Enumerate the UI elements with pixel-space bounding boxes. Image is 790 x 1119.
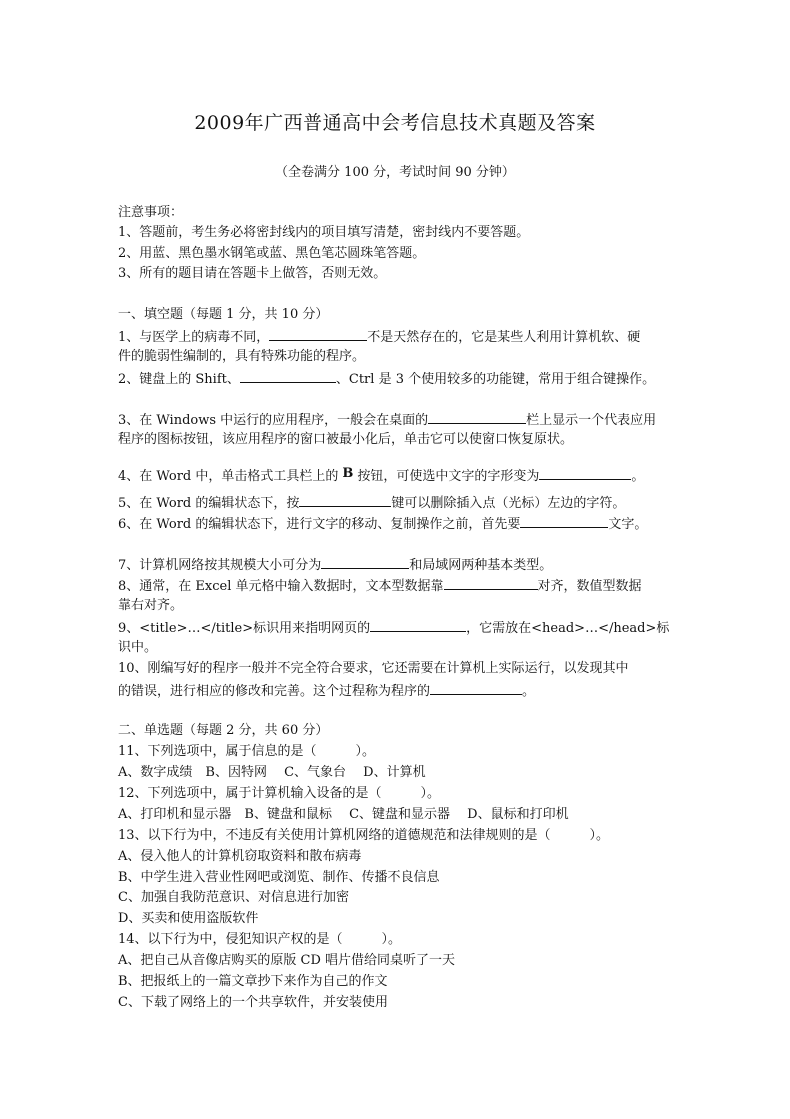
q2-blank[interactable] [240,369,336,383]
question-3 [118,410,656,430]
q3-blank[interactable] [428,410,526,424]
option-line: B、把报纸上的一篇文章抄下来作为自己的作文 [118,974,388,989]
question-8 [118,576,642,596]
q8-text: 8、通常，在 Excel 单元格中输入数据时，文本型数据靠 [118,579,444,594]
section2-heading: 二、单选题（每题 2 分，共 60 分） [118,723,329,738]
q9-text-cont: ，它需放在<head>…</head>标 [466,621,670,636]
question-2 [118,369,655,389]
q4-blank[interactable] [539,466,631,480]
q2-text: 2、键盘上的 Shift、 [118,372,240,387]
q1-blank[interactable] [269,327,367,341]
q9-continuation: 识中。 [118,640,158,655]
question-6 [118,514,647,534]
bold-icon: B [342,466,354,481]
q5-text: 5、在 Word 的编辑状态下，按 [118,496,300,511]
q3-continuation: 程序的图标按钮，该应用程序的窗口被最小化后，单击它可以使窗口恢复原状。 [118,432,574,447]
q1-continuation: 件的脆弱性编制的，具有特殊功能的程序。 [118,349,366,364]
option-line: A、打印机和显示器 B、键盘和鼠标 C、键盘和显示器 D、鼠标和打印机 [118,807,569,822]
q4-text: 4、在 Word 中，单击格式工具栏上的 [118,469,339,484]
q5-blank[interactable] [299,493,391,507]
q1-text: 1、与医学上的病毒不同， [118,330,270,345]
q10-text: 的错误，进行相应的修改和完善。这个过程称为程序的 [118,684,431,699]
q10-continuation [118,681,535,701]
question-line: 13、以下行为中，不违反有关使用计算机网络的道德规范和法律规则的是（ ）。 [118,828,610,843]
q7-blank[interactable] [321,555,409,569]
notes-heading: 注意事项： [118,205,184,220]
option-line: A、侵入他人的计算机窃取资料和散布病毒 [118,849,362,864]
notes-item: 3、所有的题目请在答题卡上做答，否则无效。 [118,266,387,281]
q6-text-cont: 文字。 [608,517,648,532]
section1-heading: 一、填空题（每题 1 分，共 10 分） [118,307,329,322]
q8-text-cont: 对齐，数值型数据 [537,579,642,594]
question-1 [118,327,640,347]
notes-item: 1、答题前，考生务必将密封线内的项目填写清楚，密封线内不要答题。 [118,225,530,240]
option-line: A、数字成绩 B、因特网 C、气象台 D、计算机 [118,765,426,780]
q7-text-cont: 和局域网两种基本类型。 [409,558,553,573]
q3-text-cont: 栏上显示一个代表应用 [526,413,657,428]
option-line: A、把自己从音像店购买的原版 CD 唱片借给同桌听了一天 [118,953,456,968]
option-line: C、下载了网络上的一个共享软件，并安装使用 [118,995,388,1010]
question-10: 10、刚编写好的程序一般并不完全符合要求，它还需要在计算机上实际运行，以发现其中 [118,661,629,676]
notes-item: 2、用蓝、黑色墨水钢笔或蓝、黑色笔芯圆珠笔答题。 [118,246,426,261]
question-line: 14、以下行为中，侵犯知识产权的是（ ）。 [118,932,402,947]
question-5 [118,493,625,513]
document-title: 2009年广西普通高中会考信息技术真题及答案 [194,112,596,134]
q9-text: 9、<title>…</title>标识用来指明网页的 [118,621,371,636]
question-4 [118,466,644,486]
q4-text-end: 。 [631,469,645,484]
q5-text-cont: 键可以删除插入点（光标）左边的字符。 [391,496,626,511]
document-subtitle: （全卷满分 100 分，考试时间 90 分钟） [275,165,515,180]
q10-blank[interactable] [430,681,522,695]
q3-text: 3、在 Windows 中运行的应用程序，一般会在桌面的 [118,413,429,428]
q6-blank[interactable] [520,514,608,528]
q4-text-cont: 按钮，可使选中文字的字形变为 [357,469,540,484]
q8-continuation: 靠右对齐。 [118,598,184,613]
q2-text-cont: 、Ctrl 是 3 个使用较多的功能键，常用于组合键操作。 [335,372,656,387]
q9-blank[interactable] [370,618,466,632]
question-line: 11、下列选项中，属于信息的是（ ）。 [118,744,376,759]
option-line: B、中学生进入营业性网吧或浏览、制作、传播不良信息 [118,870,440,885]
option-line: D、买卖和使用盗版软件 [118,911,259,926]
q1-text-cont: 不是天然存在的，它是某些人利用计算机软、硬 [367,330,641,345]
option-line: C、加强自我防范意识、对信息进行加密 [118,890,349,905]
q10-text-end: 。 [522,684,536,699]
question-7 [118,555,552,575]
q7-text: 7、计算机网络按其规模大小可分为 [118,558,322,573]
q6-text: 6、在 Word 的编辑状态下，进行文字的移动、复制操作之前，首先要 [118,517,521,532]
question-line: 12、下列选项中，属于计算机输入设备的是（ ）。 [118,786,441,801]
q8-blank[interactable] [444,576,538,590]
question-9 [118,618,669,638]
